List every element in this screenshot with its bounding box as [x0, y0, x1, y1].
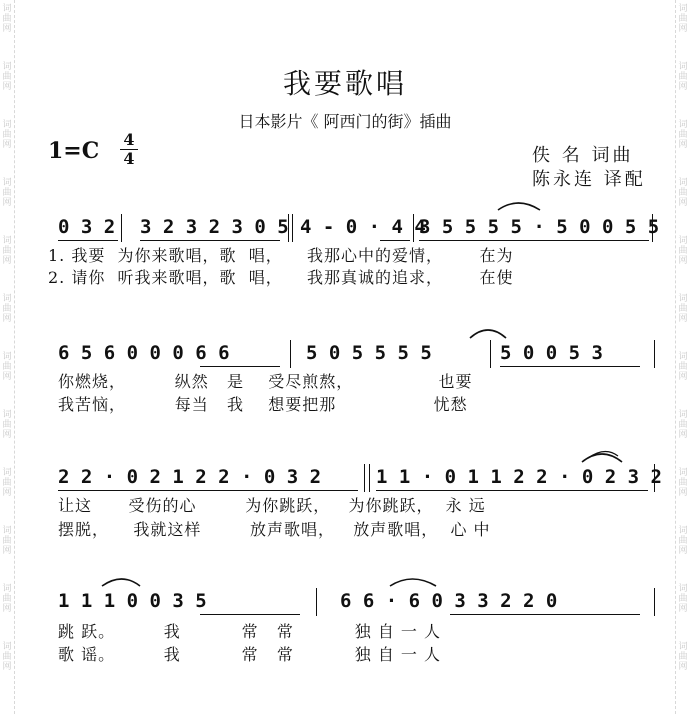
watermark-text: 词 曲 网	[678, 62, 688, 92]
row4-lyric-verse2: 歌 谣。 我 常 常 独 自 一 人	[58, 645, 442, 664]
row2-lyric-verse1: 你燃烧， 纵然 是 受尽煎熬， 也要	[58, 372, 473, 391]
watermark-text: 词 曲 网	[2, 4, 12, 34]
watermark-text: 词 曲 网	[678, 352, 688, 382]
watermark-text: 词 曲 网	[678, 642, 688, 672]
watermark-text: 词 曲 网	[678, 236, 688, 266]
watermark-text: 词 曲 网	[2, 62, 12, 92]
song-subtitle: 日本影片《 阿西门的街》插曲	[238, 112, 452, 131]
watermark-text: 词 曲 网	[2, 584, 12, 614]
row1-measure2-notes: 3 2 3 2 3 0 5	[140, 216, 289, 238]
credit-lyricist-composer: 佚 名 词曲	[532, 145, 634, 166]
row3-lyric-verse1: 让这 受伤的心 为你跳跃， 为你跳跃， 永 远	[58, 496, 486, 515]
row2-measure3-notes: 5 0 0 5 3	[500, 342, 603, 364]
watermark-text: 词 曲 网	[2, 178, 12, 208]
watermark-text: 词 曲 网	[2, 236, 12, 266]
row2-measure1-notes: 6 5 6 0 0 0 6 6	[58, 342, 230, 364]
row4-measure1-notes: 1 1 1 0 0 3 5	[58, 590, 207, 612]
slur	[470, 330, 506, 338]
slur	[102, 579, 140, 586]
watermark-text: 词 曲 网	[678, 294, 688, 324]
row3-measure1-notes: 2 2 · 0 2 1 2 2 · 0 3 2	[58, 466, 322, 488]
row1-lyric-verse1: 1. 我要 为你来歌唱，歌 唱， 我那心中的爱情， 在为	[48, 246, 514, 265]
row1-measure4-notes: 3 5 5 5 5 · 5 0 0 5 5	[419, 216, 660, 238]
watermark-text: 词 曲 网	[2, 410, 12, 440]
slur	[498, 203, 540, 210]
row3-measure2-notes: 1 1 · 0 1 1 2 2 · 0 2 3 2	[376, 466, 662, 488]
row1-lyric-verse2: 2. 请你 听我来歌唱，歌 唱， 我那真诚的追求， 在使	[48, 268, 514, 287]
row4-measure2-notes: 6 6 · 6 0 3 3 2 2 0	[340, 590, 558, 612]
key-signature: 1=C	[48, 138, 100, 164]
watermark-text: 词 曲 网	[2, 120, 12, 150]
watermark-text: 词 曲 网	[678, 468, 688, 498]
watermark-text: 词 曲 网	[2, 352, 12, 382]
watermark-text: 词 曲 网	[2, 294, 12, 324]
row1-measure1-notes: 0 3 2	[58, 216, 116, 238]
watermark-text: 词 曲 网	[678, 178, 688, 208]
credit-translator: 陈永连 译配	[532, 169, 646, 190]
song-title: 我要歌唱	[282, 67, 407, 100]
watermark-text: 词 曲 网	[2, 468, 12, 498]
row2-lyric-verse2: 我苦恼， 每当 我 想要把那 忧愁	[58, 395, 468, 414]
watermark-text: 词 曲 网	[678, 584, 688, 614]
row2-measure2-notes: 5 0 5 5 5 5	[306, 342, 432, 364]
row1-measure3-notes: 4 - 0 · 4 4	[300, 216, 426, 238]
watermark-text: 词 曲 网	[678, 410, 688, 440]
time-signature-top: 4	[123, 130, 135, 149]
slur	[390, 579, 436, 586]
time-signature-bottom: 4	[123, 149, 135, 168]
watermark-text: 词 曲 网	[678, 120, 688, 150]
row4-lyric-verse1: 跳 跃。 我 常 常 独 自 一 人	[58, 622, 442, 641]
watermark-text: 词 曲 网	[2, 642, 12, 672]
watermark-text: 词 曲 网	[678, 526, 688, 556]
row3-lyric-verse2: 摆脱， 我就这样 放声歌唱， 放声歌唱， 心 中	[58, 520, 491, 539]
watermark-text: 词 曲 网	[2, 526, 12, 556]
watermark-text: 词 曲 网	[678, 4, 688, 34]
